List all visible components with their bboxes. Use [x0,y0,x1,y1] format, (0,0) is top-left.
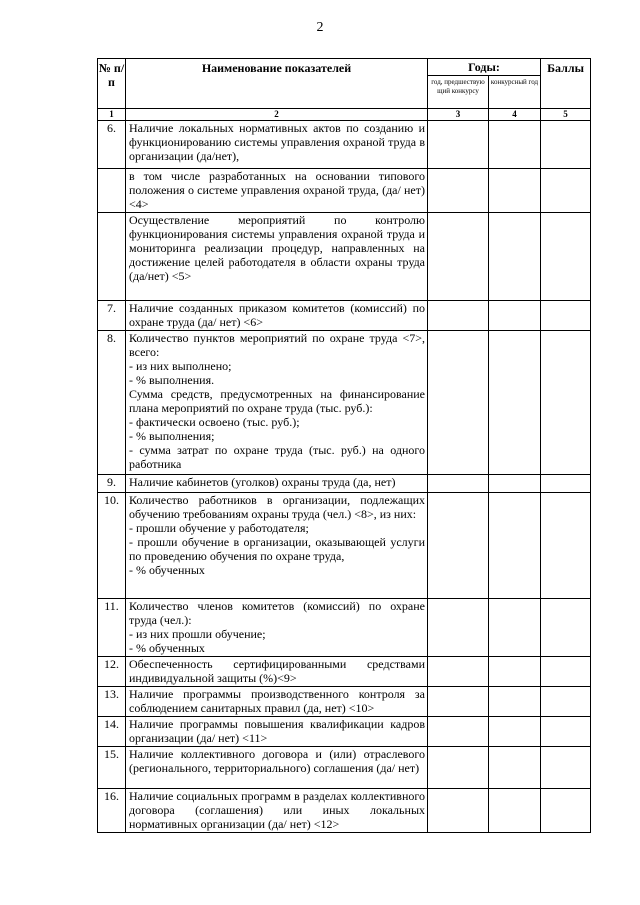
score-cell[interactable] [541,301,591,331]
row-number: 6. [98,121,126,169]
value-contest-year[interactable] [489,169,541,213]
table-row [98,657,591,687]
row-number: 8. [98,331,126,475]
table-row [98,717,591,747]
value-contest-year[interactable] [489,747,541,789]
value-contest-year[interactable] [489,717,541,747]
indicator-line: - % обученных [129,641,205,655]
value-previous-year[interactable] [428,169,489,213]
indicator-text: Наличие программы повышения квалификации кадров организации (да/ нет) <11> [126,717,428,747]
table-row [98,331,591,475]
row-number: 11. [98,599,126,657]
score-cell[interactable] [541,747,591,789]
value-previous-year[interactable] [428,687,489,717]
row-number: 7. [98,301,126,331]
score-cell[interactable] [541,493,591,599]
value-previous-year[interactable] [428,657,489,687]
value-contest-year[interactable] [489,493,541,599]
indicator-line: - % обученных [129,563,205,577]
indicator-text [126,493,428,599]
value-contest-year[interactable] [489,789,541,833]
indicator-text: Наличие социальных программ в разделах коллективного договора (соглашения) или иных локальных нормативных организации (да/ нет) <12> [126,789,428,833]
score-cell[interactable] [541,789,591,833]
value-previous-year[interactable] [428,213,489,301]
indicator-text [126,331,428,475]
indicator-line: - из них прошли обучение; [129,627,266,641]
value-contest-year[interactable] [489,301,541,331]
indicator-line: - прошли обучение в организации, оказывающей услуги по проведению обучения по охране труда, [129,535,425,563]
value-previous-year[interactable] [428,599,489,657]
indicator-line: Количество работников в организации, подлежащих обучению требованиям охраны труда (чел.) <8>, из них: [129,493,425,521]
row-number [98,213,126,301]
table-row [98,599,591,657]
value-previous-year[interactable] [428,475,489,493]
table-row [98,301,591,331]
table-row [98,493,591,599]
indicator-text: в том числе разработанных на основании типового положения о системе управления охраной труда, (да/ нет) <4> [126,169,428,213]
table-row [98,789,591,833]
indicator-line: - % выполнения. [129,373,215,387]
column-number: 3 [428,109,489,121]
value-contest-year[interactable] [489,475,541,493]
indicator-line: Количество членов комитетов (комиссий) по охране труда (чел.): [129,599,425,627]
row-number: 16. [98,789,126,833]
table-row [98,475,591,493]
value-contest-year[interactable] [489,599,541,657]
score-cell[interactable] [541,717,591,747]
row-number: 12. [98,657,126,687]
value-previous-year[interactable] [428,717,489,747]
indicator-text: Наличие созданных приказом комитетов (комиссий) по охране труда (да/ нет) <6> [126,301,428,331]
indicator-text: Наличие локальных нормативных актов по созданию и функционированию системы управления охраной труда в организации (да/нет), [126,121,428,169]
indicator-line: - фактически освоено (тыс. руб.); [129,415,300,429]
indicator-line: Количество пунктов мероприятий по охране труда <7>, всего: [129,331,425,359]
row-number: 14. [98,717,126,747]
value-contest-year[interactable] [489,687,541,717]
header-year-previous: год, предшествую щий конкурсу [428,76,489,109]
value-previous-year[interactable] [428,789,489,833]
indicator-line: Сумма средств, предусмотренных на финансирование плана мероприятий по охране труда (тыс. руб.): [129,387,425,415]
indicator-line: - % выполнения; [129,429,215,443]
indicator-text: Обеспеченность сертифицированными средствами индивидуальной защиты (%)<9> [126,657,428,687]
table-row [98,213,591,301]
score-cell[interactable] [541,657,591,687]
indicator-text: Осуществление мероприятий по контролю функционирования системы управления охраной труда и мониторинга реализации процедур, направленных на достижение целей работодателя в области охраны труда (да/нет) <5> [126,213,428,301]
row-number: 13. [98,687,126,717]
row-number: 9. [98,475,126,493]
header-years: Годы: [428,59,541,76]
indicator-line: - из них выполнено; [129,359,232,373]
indicator-line: - сумма затрат по охране труда (тыс. руб.) на одного работника [129,443,425,471]
value-previous-year[interactable] [428,121,489,169]
score-cell[interactable] [541,331,591,475]
header-year-contest: конкурсный год [489,76,541,109]
score-cell[interactable] [541,599,591,657]
table-row [98,121,591,169]
column-number: 1 [98,109,126,121]
value-contest-year[interactable] [489,121,541,169]
column-number: 2 [126,109,428,121]
value-previous-year[interactable] [428,747,489,789]
value-previous-year[interactable] [428,493,489,599]
indicator-line: - прошли обучение у работодателя; [129,521,309,535]
value-previous-year[interactable] [428,301,489,331]
header-indicator-name: Наименование показателей [126,59,428,109]
indicator-text [126,599,428,657]
score-cell[interactable] [541,213,591,301]
indicator-text: Наличие программы производственного контроля за соблюдением санитарных правил (да, нет) <10> [126,687,428,717]
value-contest-year[interactable] [489,657,541,687]
row-number [98,169,126,213]
score-cell[interactable] [541,687,591,717]
indicator-text: Наличие кабинетов (уголков) охраны труда (да, нет) [126,475,428,493]
column-number-row [98,109,591,121]
indicators-table [97,58,591,833]
value-contest-year[interactable] [489,331,541,475]
header-number: № п/п [98,59,126,109]
table-row [98,747,591,789]
score-cell[interactable] [541,121,591,169]
column-number: 5 [541,109,591,121]
value-previous-year[interactable] [428,331,489,475]
page-number: 2 [316,20,324,35]
row-number: 10. [98,493,126,599]
column-number: 4 [489,109,541,121]
indicator-text: Наличие коллективного договора и (или) отраслевого (регионального, территориального) соглашения (да/ нет) [126,747,428,789]
header-score: Баллы [541,59,591,109]
score-cell[interactable] [541,169,591,213]
table-row [98,169,591,213]
table-row [98,687,591,717]
row-number: 15. [98,747,126,789]
score-cell[interactable] [541,475,591,493]
value-contest-year[interactable] [489,213,541,301]
